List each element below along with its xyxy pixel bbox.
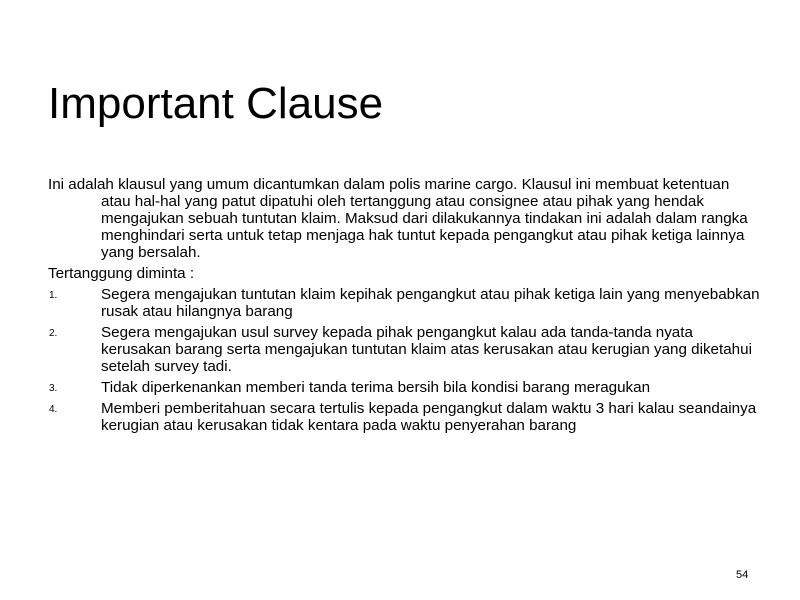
list-item: [48, 400, 763, 434]
list-item-text: Segera mengajukan usul survey kepada pihak pengangkut kalau ada tanda-tanda nyata kerusakan barang serta mengajukan tuntutan klaim atas kerusakan atau kerugian yang diketahui setelah survey tadi.: [101, 324, 752, 375]
list-number: 3.: [49, 383, 58, 394]
list-number: 1.: [49, 290, 58, 301]
list-item: [48, 379, 763, 396]
lead-paragraph: Tertanggung diminta :: [48, 265, 195, 282]
list-number: 2.: [49, 328, 58, 339]
slide-title: Important Clause: [48, 79, 384, 128]
list-item: [48, 324, 763, 375]
numbered-list: [48, 286, 763, 434]
list-item: [48, 286, 763, 320]
intro-paragraph: Ini adalah klausul yang umum dicantumkan dalam polis marine cargo. Klausul ini membuat ketentuan atau hal-hal yang patut dipatuhi oleh tertanggung atau consignee atau pihak yang hendak mengajukan sebuah tuntutan klaim. Maksud dari dilakukannya tindakan ini adalah dalam rangka menghindari serta untuk tetap menjaga hak tuntut kepada pengangkut atau pihak ketiga lainnya yang bersalah.: [48, 176, 748, 261]
slide-body: [48, 176, 763, 438]
list-item-text: Memberi pemberitahuan secara tertulis kepada pengangkut dalam waktu 3 hari kalau seandainya kerugian atau kerusakan tidak kentara pada waktu penyerahan barang: [101, 400, 757, 434]
list-item-text: Tidak diperkenankan memberi tanda terima bersih bila kondisi barang meragukan: [101, 379, 651, 396]
list-number: 4.: [49, 404, 58, 415]
page-number: 54: [736, 569, 749, 581]
list-item-text: Segera mengajukan tuntutan klaim kepihak pengangkut atau pihak ketiga lain yang menyebabkan rusak atau hilangnya barang: [101, 286, 760, 320]
